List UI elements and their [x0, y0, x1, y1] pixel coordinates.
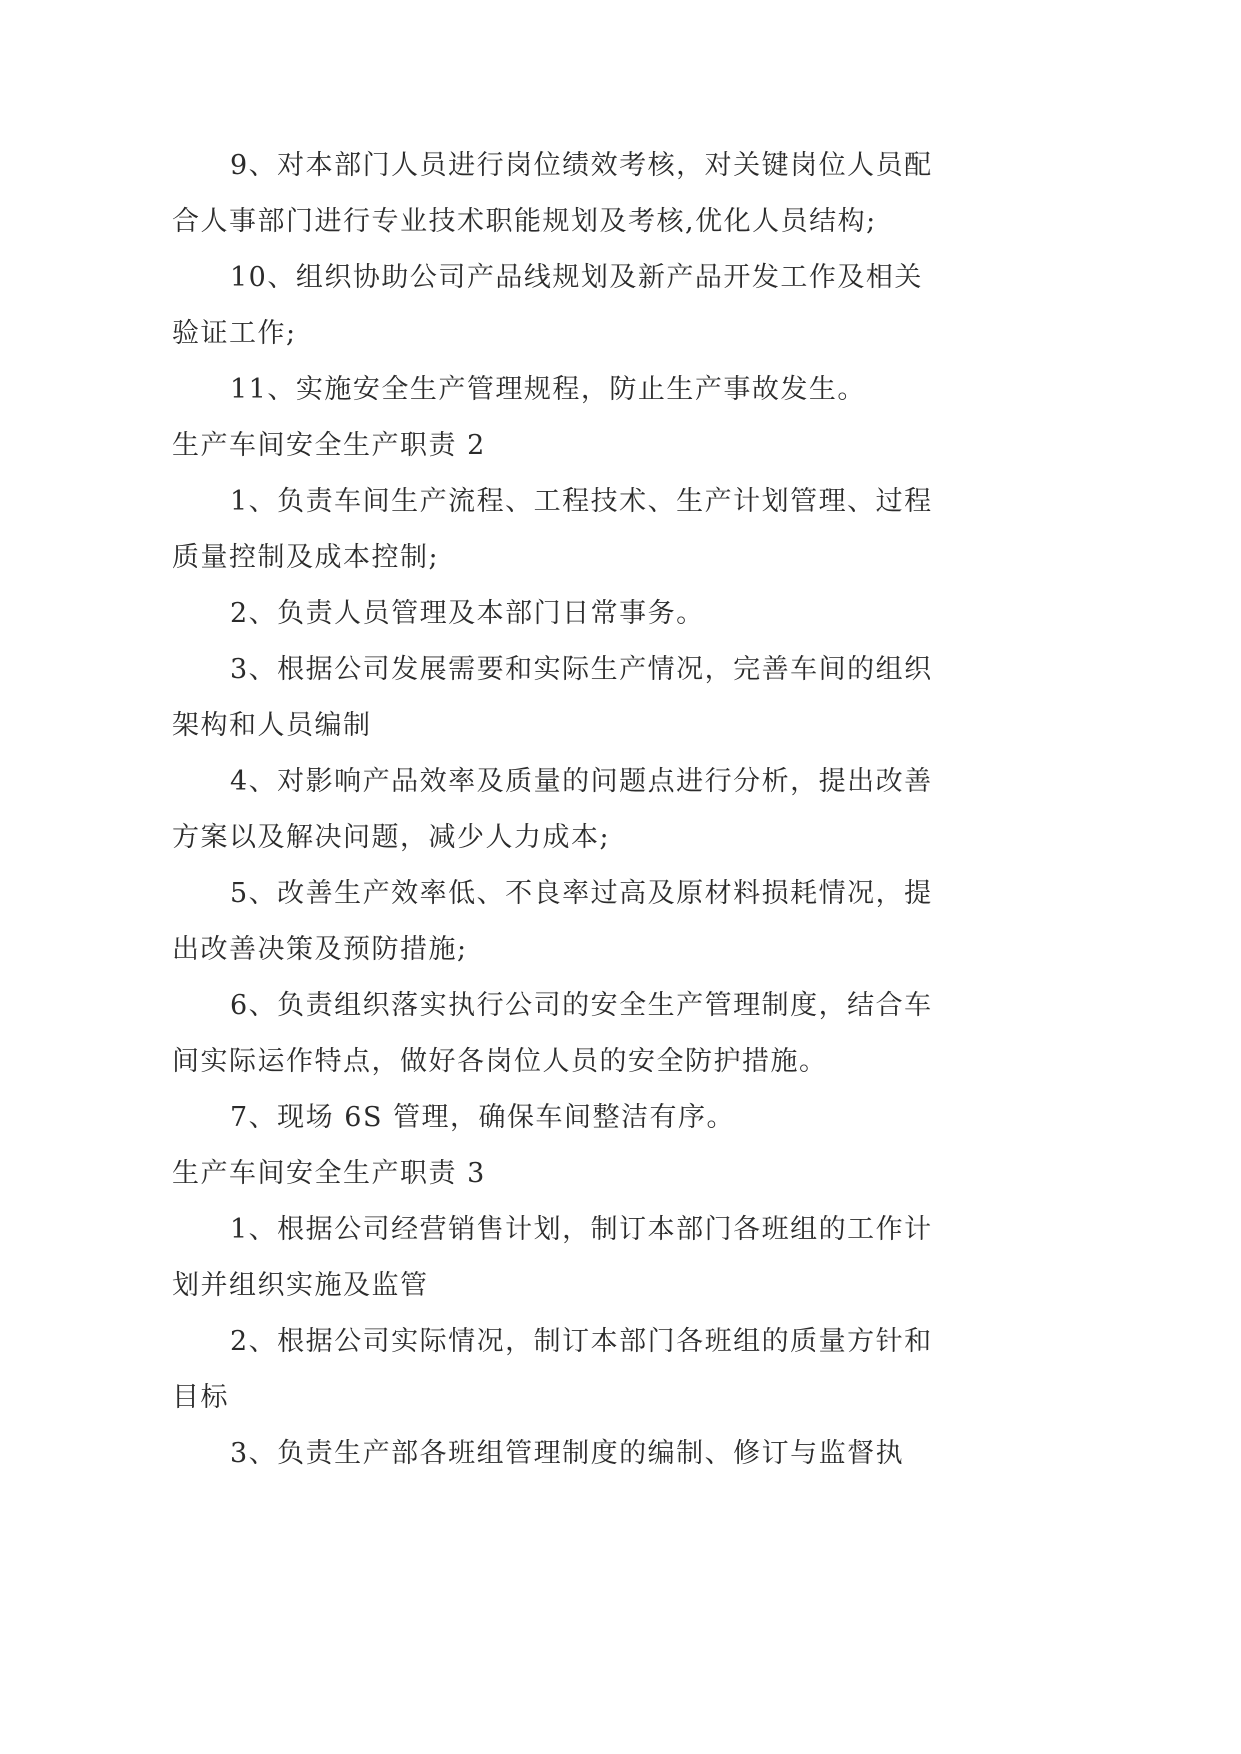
paragraph: 1、负责车间生产流程、工程技术、生产计划管理、过程质量控制及成本控制; [172, 486, 933, 573]
paragraph: 4、对影响产品效率及质量的问题点进行分析，提出改善方案以及解决问题，减少人力成本; [172, 766, 933, 853]
paragraph: 1、根据公司经营销售计划，制订本部门各班组的工作计划并组织实施及监管 [172, 1214, 933, 1301]
paragraph: 2、负责人员管理及本部门日常事务。 [230, 598, 705, 629]
paragraph: 7、现场 6S 管理，确保车间整洁有序。 [230, 1102, 736, 1133]
paragraph: 10、组织协助公司产品线规划及新产品开发工作及相关验证工作; [172, 262, 923, 349]
paragraph: 2、根据公司实际情况，制订本部门各班组的质量方针和目标 [172, 1326, 933, 1413]
paragraph: 5、改善生产效率低、不良率过高及原材料损耗情况，提出改善决策及预防措施; [172, 878, 933, 965]
paragraph: 3、负责生产部各班组管理制度的编制、修订与监督执 [230, 1438, 905, 1469]
section-heading: 生产车间安全生产职责 3 [172, 1158, 486, 1189]
paragraph: 3、根据公司发展需要和实际生产情况，完善车间的组织架构和人员编制 [172, 654, 933, 741]
section-heading: 生产车间安全生产职责 2 [172, 430, 486, 461]
paragraph: 6、负责组织落实执行公司的安全生产管理制度，结合车间实际运作特点，做好各岗位人员的安全防护措施。 [172, 990, 933, 1077]
paragraph: 9、对本部门人员进行岗位绩效考核，对关键岗位人员配合人事部门进行专业技术职能规划及考核,优化人员结构; [172, 150, 933, 237]
paragraph: 11、实施安全生产管理规程，防止生产事故发生。 [230, 374, 866, 405]
document-body [172, 138, 942, 1482]
